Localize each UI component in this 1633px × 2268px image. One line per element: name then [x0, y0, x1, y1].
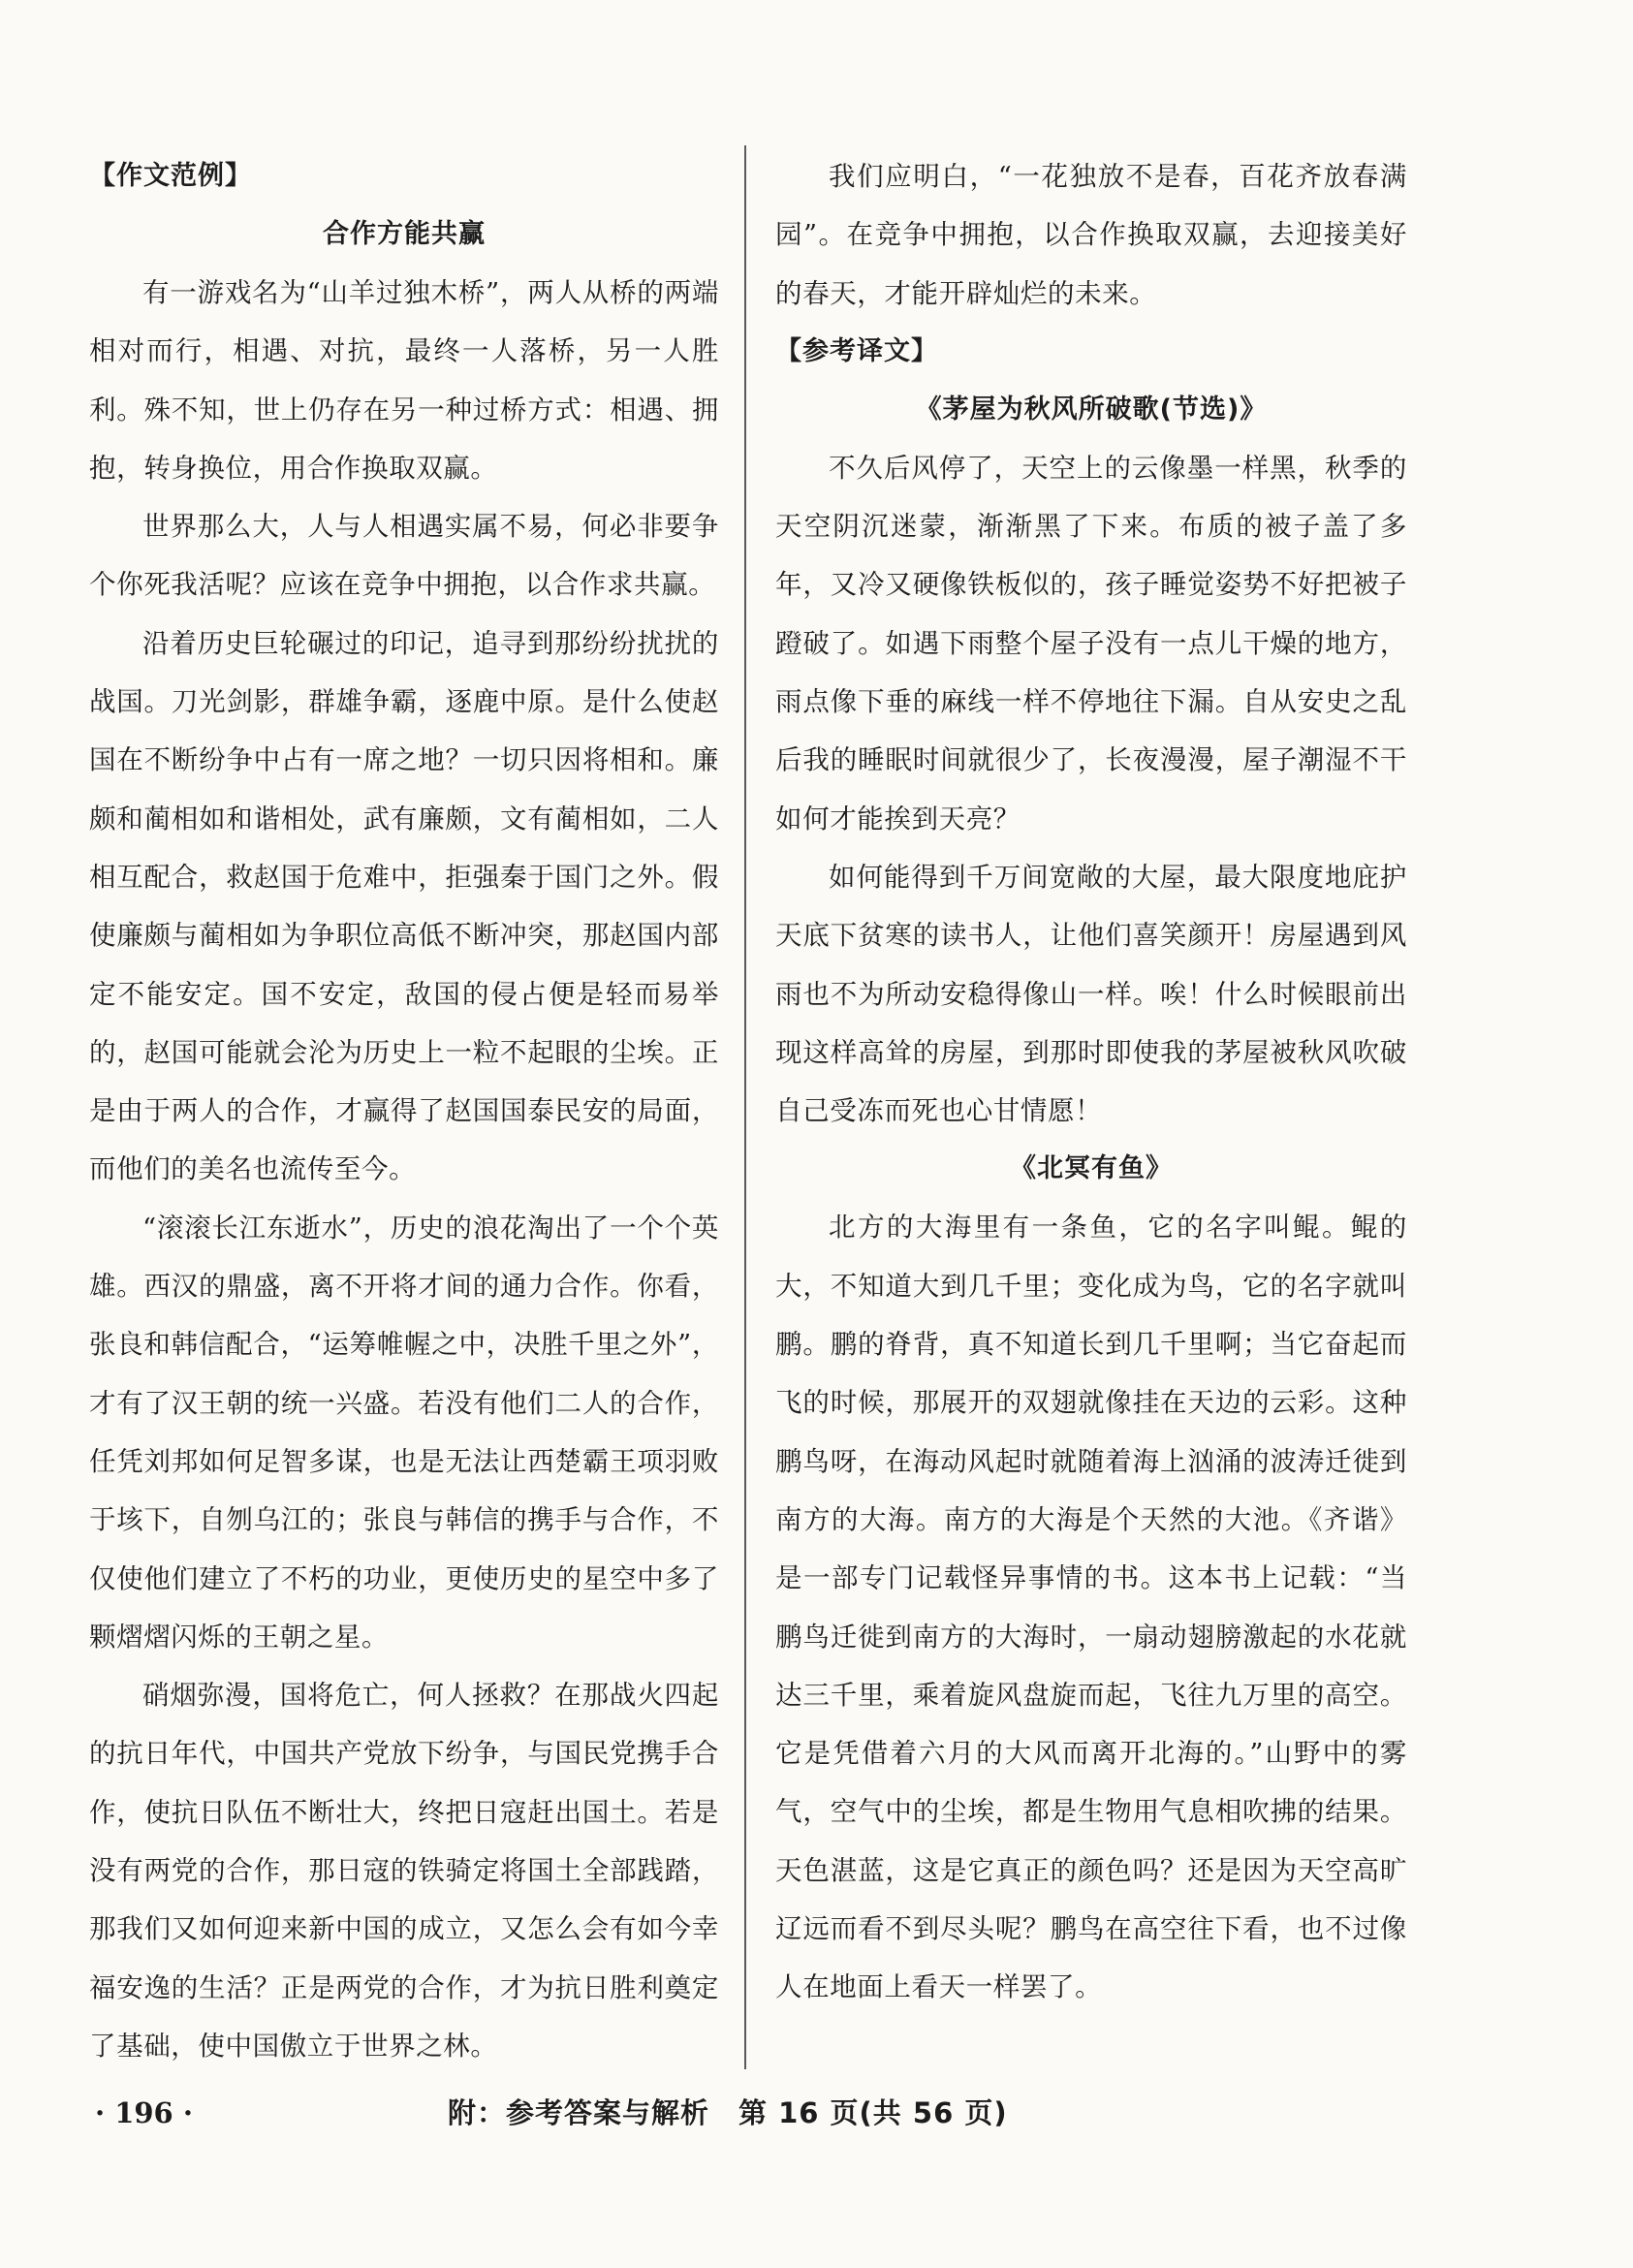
section-label-essay-example: 【作文范例】 [89, 161, 252, 191]
section-label-reference-translation: 【参考译文】 [775, 335, 938, 366]
column-divider [744, 145, 746, 2069]
poem-title: 《茅屋为秋风所破歌(节选)》 [915, 394, 1268, 425]
page-number: · 196 · [95, 2096, 193, 2129]
essay-paragraph: “滚滚长江东逝水”，历史的浪花淘出了一个个英雄。西汉的鼎盛，离不开将才间的通力合作。你看，张良和韩信配合，“运筹帷幄之中，决胜千里之外”，才有了汉王朝的统一兴盛。若没有他们二人的合作，任凭刘邦如何足智多谋，也是无法让西楚霸王项羽败于垓下，自刎乌江的；张良与韩信的携手与合作，不仅使他们建立了不朽的功业，更使历史的星空中多了颗熠熠闪烁的王朝之星。 [89, 1212, 719, 1653]
essay-closing-paragraph: 我们应明白，“一花独放不是春，百花齐放春满园”。在竞争中拥抱，以合作换取双赢，去迎接美好的春天，才能开辟灿烂的未来。 [775, 161, 1407, 309]
page-footer [0, 2084, 1633, 2142]
prose-translation-paragraph: 北方的大海里有一条鱼，它的名字叫鲲。鲲的大，不知道大到几千里；变化成为鸟，它的名字就叫鹏。鹏的脊背，真不知道长到几千里啊；当它奋起而飞的时候，那展开的双翅就像挂在天边的云彩。这种鹏鸟呀，在海动风起时就随着海上汹涌的波涛迁徙到南方的大海。南方的大海是个天然的大池。《齐谐》是一部专门记载怪异事情的书。这本书上记载：“当鹏鸟迁徙到南方的大海时，一扇动翅膀激起的水花就达三千里，乘着旋风盘旋而起，飞往九万里的高空。它是凭借着六月的大风而离开北海的。”山野中的雾气，空气中的尘埃，都是生物用气息相吹拂的结果。天色湛蓝，这是它真正的颜色吗？还是因为天空高旷辽远而看不到尽头呢？鹏鸟在高空往下看，也不过像人在地面上看天一样罢了。 [775, 1212, 1407, 2003]
essay-title: 合作方能共赢 [323, 219, 486, 249]
footer-title: 附：参考答案与解析 第 16 页(共 56 页) [448, 2096, 1008, 2129]
poem-translation-paragraph: 如何能得到千万间宽敞的大屋，最大限度地庇护天底下贫寒的读书人，让他们喜笑颜开！房屋遇到风雨也不为所动安稳得像山一样。唉！什么时候眼前出现这样高耸的房屋，到那时即使我的茅屋被秋风吹破自己受冻而死也心甘情愿！ [775, 861, 1407, 1127]
poem-translation-paragraph: 不久后风停了，天空上的云像墨一样黑，秋季的天空阴沉迷蒙，渐渐黑了下来。布质的被子盖了多年，又冷又硬像铁板似的，孩子睡觉姿势不好把被子蹬破了。如遇下雨整个屋子没有一点儿干燥的地方，雨点像下垂的麻线一样不停地往下漏。自从安史之乱后我的睡眠时间就很少了，长夜漫漫，屋子潮湿不干如何才能挨到天亮？ [775, 452, 1407, 835]
left-column [89, 147, 719, 2075]
essay-paragraph: 世界那么大，人与人相遇实属不易，何必非要争个你死我活呢？应该在竞争中拥抱，以合作求共赢。 [89, 511, 719, 601]
essay-paragraph: 硝烟弥漫，国将危亡，何人拯救？在那战火四起的抗日年代，中国共产党放下纷争，与国民党携手合作，使抗日队伍不断壮大，终把日寇赶出国土。若是没有两党的合作，那日寇的铁骑定将国土全部践踏，那我们又如何迎来新中国的成立，又怎么会有如今幸福安逸的生活？正是两党的合作，才为抗日胜利奠定了基础，使中国傲立于世界之林。 [89, 1680, 719, 2062]
essay-paragraph: 有一游戏名为“山羊过独木桥”，两人从桥的两端相对而行，相遇、对抗，最终一人落桥，另一人胜利。殊不知，世上仍存在另一种过桥方式：相遇、拥抱，转身换位，用合作换取双赢。 [89, 277, 719, 484]
right-column [775, 147, 1407, 2017]
prose-title: 《北冥有鱼》 [1010, 1153, 1173, 1184]
essay-paragraph: 沿着历史巨轮碾过的印记，追寻到那纷纷扰扰的战国。刀光剑影，群雄争霸，逐鹿中原。是什么使赵国在不断纷争中占有一席之地？一切只因将相和。廉颇和蔺相如和谐相处，武有廉颇，文有蔺相如，二人相互配合，救赵国于危难中，拒强秦于国门之外。假使廉颇与蔺相如为争职位高低不断冲突，那赵国内部定不能安定。国不安定，敌国的侵占便是轻而易举的，赵国可能就会沦为历史上一粒不起眼的尘埃。正是由于两人的合作，才赢得了赵国国泰民安的局面，而他们的美名也流传至今。 [89, 627, 719, 1185]
